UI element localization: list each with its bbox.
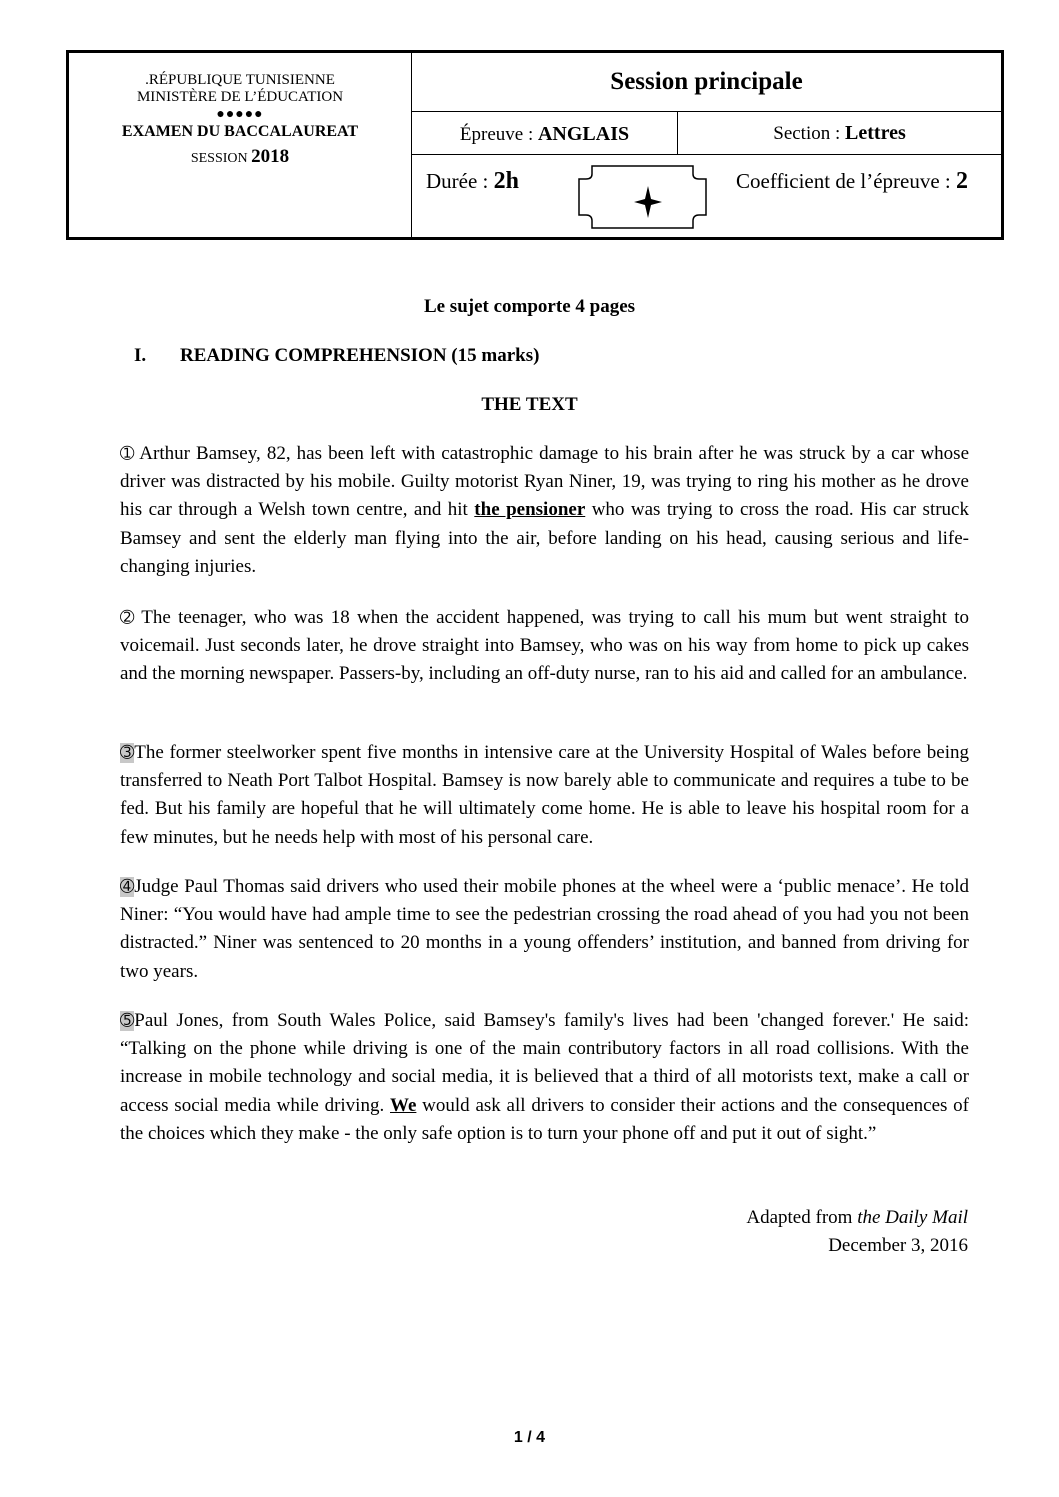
paragraph-5 [120,1007,969,1148]
session-label: SESSION [190,151,248,166]
exam-info-cell [412,53,1001,237]
paragraph-number-4-icon: ➃ [120,877,135,897]
epreuve-value: ANGLAIS [537,123,630,145]
source-adapted-label: Adapted from [746,1207,858,1228]
section-cell [678,112,1001,154]
paragraph-1-text-a: Arthur Bamsey, 82, has been left with catastrophic damage to his brain after he was struck by a car whose driver was distracted by his mobile. Guilty motorist Ryan Niner, 19, was trying to ring his mother as he drove his car through a Welsh town centre, and hit [120,443,969,521]
highlighted-phrase: the pensioner [474,499,586,521]
paragraph-3 [120,739,969,852]
paragraph-4-text: Judge Paul Thomas said drivers who used their mobile phones at the wheel were a ‘public menace’. He told Niner: “You would have had ample time to see the pedestrian crossing the road ahead of you had you not been distracted.” Niner was sentenced to 20 months in a young offenders’ institution, and banned from driving for two years. [120,876,969,982]
source-date: December 3, 2016 [828,1235,968,1256]
paragraph-1-text-b: who was trying to cross the road. His car struck Bamsey and sent the elderly man flying into the air, before landing on his head, causing serious and life-changing injuries. [120,499,969,577]
institution-cell [69,53,412,237]
section-number: I. [134,345,147,366]
exam-name: EXAMEN DU BACCALAUREAT [121,123,359,140]
source-citation [746,1204,968,1260]
epreuve-cell [412,112,678,154]
paragraph-1 [120,440,969,581]
exam-header [66,50,1004,240]
section-label: Section : [773,123,841,144]
country-name: .RÉPUBLIQUE TUNISIENNE [145,72,335,88]
star-badge-icon [578,165,707,229]
paragraph-number-2-icon: ➁ [120,608,135,628]
star-icon [634,186,662,218]
section-heading [134,345,539,367]
page-count-note: Le sujet comporte 4 pages [423,296,636,317]
dots-divider: ●●●●● [216,107,264,122]
session-year [69,148,411,167]
session-year-value: 2018 [251,146,290,167]
paragraph-5-text-b: would ask all drivers to consider their actions and the consequences of the choices which they make - the only safe option is to turn your phone off and put it out of sight.” [120,1094,969,1144]
paragraph-number-5-icon: ➄ [120,1011,135,1031]
page-number: 1 / 4 [513,1429,546,1446]
text-title: THE TEXT [481,394,578,415]
duration-value: 2h [493,168,519,194]
duration-label: Durée : [426,169,489,193]
duration [426,168,519,195]
highlighted-word: We [390,1094,417,1116]
ministry-name: MINISTÈRE DE L’ÉDUCATION [136,89,344,105]
duration-row [412,155,1001,237]
paragraph-number-1-icon: ➀ [120,444,135,464]
paragraph-number-3-icon: ➂ [120,743,135,763]
paragraph-2 [120,604,969,689]
coefficient [736,168,968,195]
section-title: READING COMPREHENSION (15 marks) [180,345,540,366]
source-publication: the Daily Mail [857,1207,968,1228]
subject-row [412,112,1001,155]
paragraph-5-text-a: Paul Jones, from South Wales Police, said Bamsey's family's lives had been 'changed forever.' He said: “Talking on the phone while driving is one of the main contributory factors in all road collisions. With the increase in mobile technology and social media, it is believed that a third of all motorists text, make a call or access social media while driving. [120,1010,969,1116]
section-value: Lettres [845,122,906,144]
coefficient-value: 2 [956,168,969,194]
coefficient-label: Coefficient de l’épreuve : [736,169,951,193]
paragraph-4 [120,873,969,986]
session-type: Session principale [412,53,1001,112]
paragraph-3-text: The former steelworker spent five months in intensive care at the University Hospital of Wales before being transferred to Neath Port Talbot Hospital. Bamsey is now barely able to communicate and requires a tube to be fed. But his family are hopeful that he will ultimately come home. He is able to leave his hospital room for a few minutes, but he needs help with most of his personal care. [120,742,969,848]
epreuve-label: Épreuve : [459,124,534,145]
paragraph-2-text: The teenager, who was 18 when the accident happened, was trying to call his mum but went straight to voicemail. Just seconds later, he drove straight into Bamsey, who was on his way from home to pick up cakes and the morning newspaper. Passers-by, including an off-duty nurse, ran to his aid and called for an ambulance. [120,607,969,685]
